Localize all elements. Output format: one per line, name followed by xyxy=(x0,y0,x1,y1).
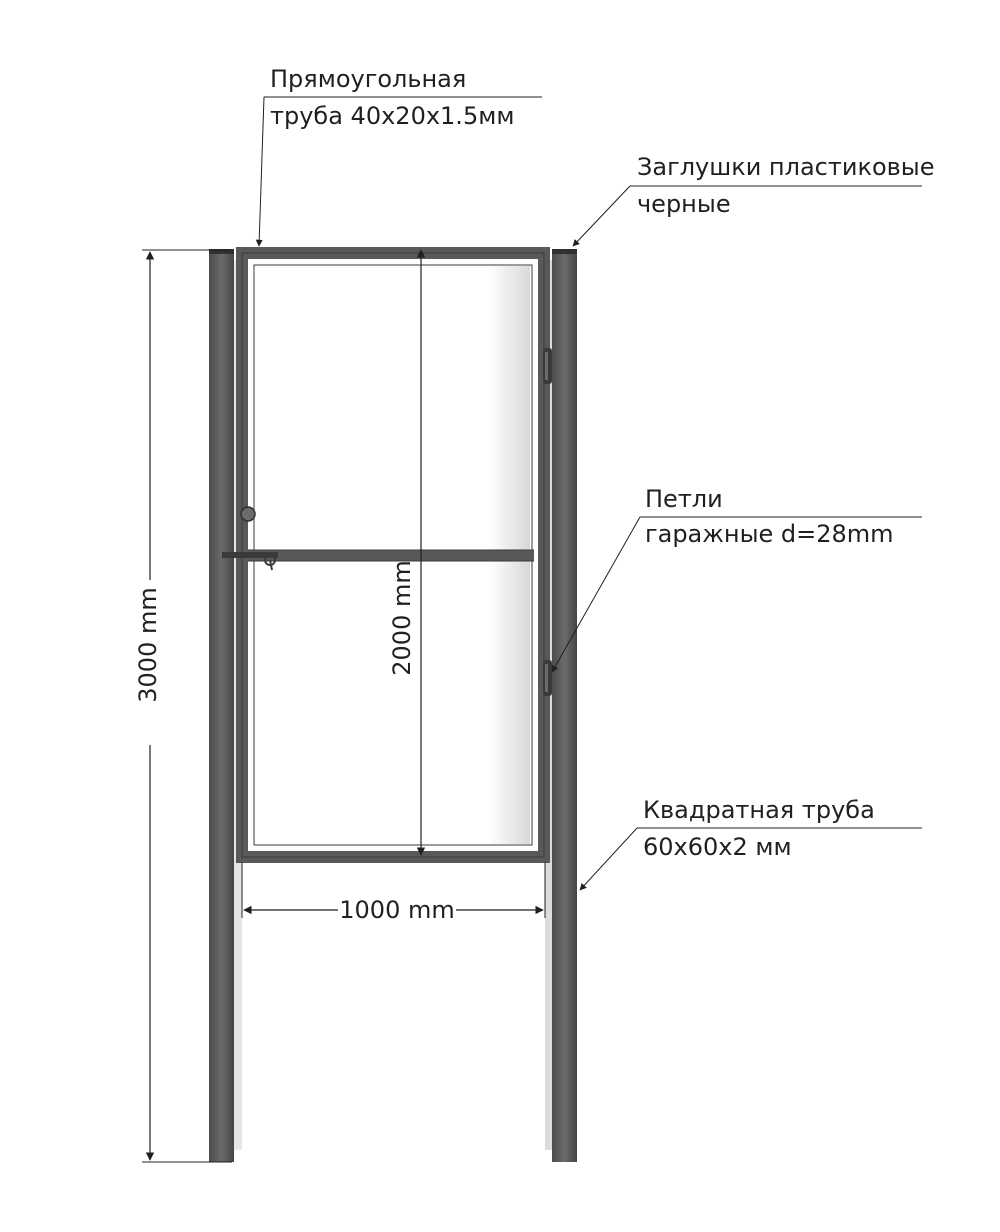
hinges-callout xyxy=(552,485,922,672)
rect-pipe-label-line2: труба 40x20x1.5мм xyxy=(270,102,515,130)
hinge-top xyxy=(543,348,552,384)
hinge-bottom xyxy=(543,660,552,696)
gate-crossbar xyxy=(248,550,534,561)
post-height-label: 3000 mm xyxy=(134,587,162,703)
hinges-label-line2: гаражные d=28mm xyxy=(645,520,894,548)
rect-pipe-label-line1: Прямоугольная xyxy=(270,65,467,93)
caps-label-line2: черные xyxy=(637,190,731,218)
rect-pipe-callout xyxy=(259,65,542,246)
hinges-label-line1: Петли xyxy=(645,485,723,513)
gate-width-dimension xyxy=(242,862,545,924)
right-post-cap xyxy=(552,249,577,254)
gate-frame xyxy=(242,253,544,857)
gate-height-label: 2000 mm xyxy=(388,560,416,676)
caps-callout xyxy=(573,153,934,246)
caps-label-line1: Заглушки пластиковые xyxy=(637,153,935,181)
square-pipe-label-line2: 60x60x2 мм xyxy=(643,833,792,861)
gate-knob xyxy=(241,507,255,521)
gate-width-label: 1000 mm xyxy=(339,896,455,924)
square-pipe-callout xyxy=(580,796,922,890)
square-pipe-label-line1: Квадратная труба xyxy=(643,796,875,824)
